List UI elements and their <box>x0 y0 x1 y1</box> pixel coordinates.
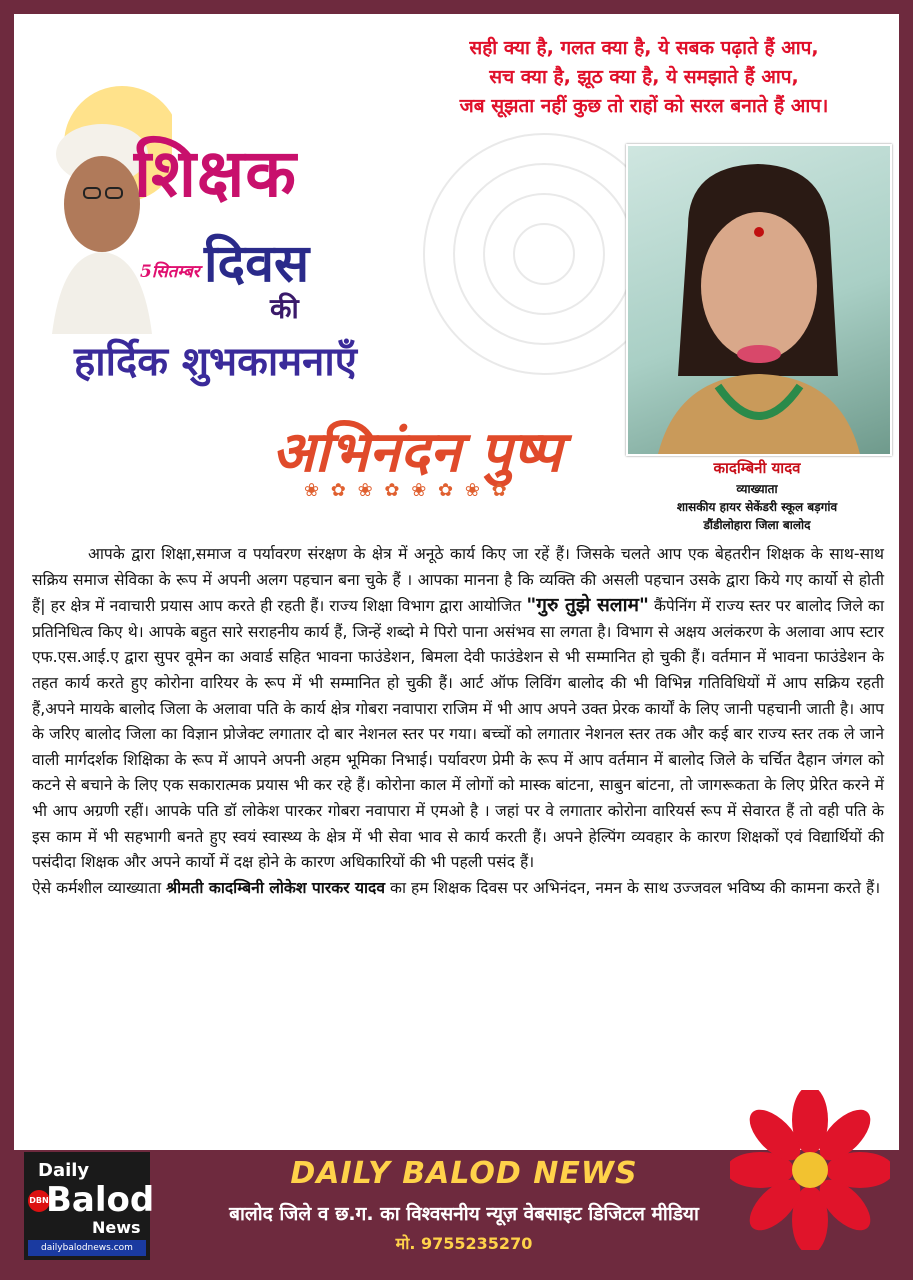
poem-line: सच क्या है, झूठ क्या है, ये समझाते हैं आप, <box>489 66 799 88</box>
honoree-full-name: श्रीमती कादम्बिनी लोकेश पारकर यादव <box>166 878 386 897</box>
title-ki: की <box>270 292 299 325</box>
date-text: 5सितम्बर <box>140 262 200 282</box>
profile-name: कादम्बिनी यादव <box>713 459 801 477</box>
poem-line: जब सूझता नहीं कुछ तो राहों को सरल बनाते हैं आप। <box>459 95 829 117</box>
logo-balod-text: Balod <box>46 1180 155 1220</box>
logo-daily-text: Daily <box>38 1160 90 1181</box>
body-text-part: ऐसे कर्मशील व्याख्याता <box>32 878 167 897</box>
logo-badge: DBN <box>28 1190 50 1212</box>
red-flower-icon <box>730 1090 890 1250</box>
footer-brand-name: DAILY BALOD NEWS <box>290 1156 638 1191</box>
body-text-part: का हम शिक्षक दिवस पर अभिनंदन, नमन के साथ उज्जवल भविष्य की कामना करते हैं। <box>385 878 881 897</box>
logo-news-text: News <box>92 1218 141 1237</box>
footer-phone: मो. 9755235270 <box>395 1234 533 1253</box>
title-shubhkamnayen: हार्दिक शुभकामनाएँ <box>74 338 357 385</box>
profile-designation: व्याख्याता <box>736 482 778 496</box>
poster <box>14 14 899 1266</box>
title-shikshak: शिक्षक <box>134 134 297 212</box>
profile-school: शासकीय हायर सेकेंडरी स्कूल बड़गांव <box>676 500 838 514</box>
profile-location: डौंडीलोहारा जिला बालोद <box>703 518 811 532</box>
logo-url: dailybalodnews.com <box>28 1240 146 1256</box>
abhinandan-pushp-heading: अभिनंदन पुष्प <box>272 419 562 485</box>
daily-balod-news-logo <box>24 1152 155 1260</box>
person-photo-icon <box>628 146 890 454</box>
footer-tagline: बालोद जिले व छ.ग. का विश्वसनीय न्यूज़ वेबसाइट डिजिटल मीडिया <box>229 1203 699 1225</box>
body-text-part: आपके द्वारा शिक्षा,समाज व पर्यावरण संरक्षण के क्षेत्र में अनूठे कार्य किए जा रहें हैं। जिसके चलते आप एक बेहतरीन शिक्षक के साथ-साथ सक्रिय समाज सेविका के रूप में अपनी अलग पहचान बना चुके हैं । आपका मानना है कि व्यक्ति की असली पहचान उसके द्वारा किये गए कार्यो से होती हैं| हर क्षेत्र में नवाचारी प्रयास आप करते ही रहती हैं। राज्य शिक्षा विभाग द्वारा आयोजित <box>32 545 884 616</box>
poem <box>394 34 894 121</box>
tribute-body-text <box>32 542 884 901</box>
flower-decoration-icon: ❀ ✿ ❀ ✿ ❀ ✿ ❀ ✿ <box>304 480 510 501</box>
body-text-part: कैंपेनिंग में राज्य स्तर पर बालोद जिले का प्रतिनिधित्व किए थे। आपके बहुत सारे सराहनीय कार्य हैं, जिन्हें शब्दो मे पिरो पाना असंभव सा लगता है। विभाग से अक्षय अलंकरण के अलावा आप स्टार एफ.एस.आई.ए द्वारा सुपर वूमेन का अवार्ड सहित भावना फाउंडेशन, बिमला देवी फाउंडेशन से भी सम्मानित हो चुकी हैं। वर्तमान में भावना फाउंडेशन के तहत कार्य करते हुए कोरोना वारियर के रूप में भी सम्मानित हो चुकी हैं। आर्ट ऑफ लिविंग बालोद की भी विभिन्न गतिविधियों में आप सक्रिय रहती हैं,अपने मायके बालोद जिला के अलावा पति के कार्य क्षेत्र गोबरा नवापारा राजिम में भी आप अपने उक्त प्रेरक कार्यों के लिए जानी पहचानी जाती है। आप के जरिए बालोद जिला का विज्ञान प्रोजेक्ट लगातार दो बार नेशनल स्तर पर गया। बच्चों को लगातार नेशनल स्तर तक और कई बार राज्य स्तर तक ले जाने वाली मार्गदर्शक शिक्षिका के रूप में आपने अपनी अहम भूमिका निभाई। पर्यावरण प्रेमी के रूप में आप वर्तमान में बालोद जिले के चर्चित दैहान जंगल को कटने से बचाने के लिए एक सकारात्मक प्रयास भी कर रहे हैं। कोरोना काल में लोगों को मास्क बांटना, साबुन बांटना, तो जागरूकता के लिए प्रेरित करने में भी आप अग्रणी रहीं। आपके पति डॉ लोकेश पारकर गोबरा नवापारा में एमओ है । जहां पर वे लगातार कोरोना वारियर्स रूप में सेवारत हैं तो वही पति के इस काम में भी सहभागी बनते हुए स्वयं स्वास्थ्य के क्षेत्र में भी सेवा भाव से कार्य करती हैं। अपने हेल्पिंग व्यवहार के कारण शिक्षकों एवं विद्यार्थियों की पसंदीदा शिक्षक और अपने कार्यो में दक्ष होने के कारण अधिकारियों की भी पहली पसंद हैं। <box>32 597 885 872</box>
title-diwas: दिवस <box>204 233 310 294</box>
closing-paragraph <box>32 876 884 902</box>
profile-photo <box>626 144 892 456</box>
campaign-name: "गुरु तुझे सलाम" <box>526 594 649 617</box>
poem-line: सही क्या है, गलत क्या है, ये सबक पढ़ाते हैं आप, <box>469 37 819 59</box>
profile-details <box>626 480 888 534</box>
body-paragraph <box>32 542 884 876</box>
